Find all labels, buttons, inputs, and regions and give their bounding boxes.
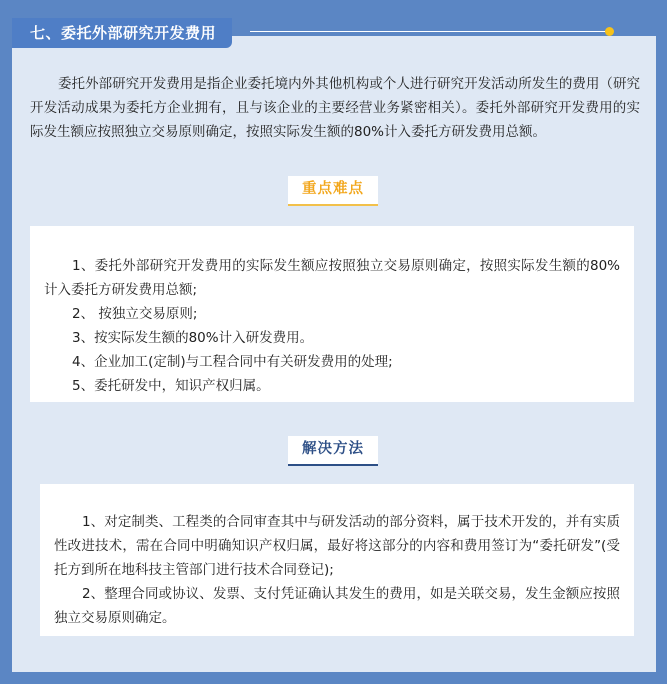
key-point-item: 2、 按独立交易原则;: [72, 306, 198, 322]
key-points-card: [30, 226, 634, 402]
key-points-heading: 重点难点: [288, 176, 378, 206]
key-point-item: 3、按实际发生额的80%计入研发费用。: [72, 330, 314, 346]
title-accent-dot: [605, 27, 614, 36]
solution-item: 2、整理合同或协议、发票、支付凭证确认其发生的费用，如是关联交易，发生金额应按照独立交易原则确定。: [54, 586, 620, 626]
key-point-item: 4、企业加工(定制)与工程合同中有关研发费用的处理;: [72, 354, 393, 370]
section-title: 七、委托外部研究开发费用: [12, 18, 232, 48]
key-point-item: 1、委托外部研究开发费用的实际发生额应按照独立交易原则确定，按照实际发生额的80%计入委托方研发费用总额;: [44, 258, 620, 298]
solutions-heading: 解决方法: [288, 436, 378, 466]
solutions-card: [40, 484, 634, 636]
key-point-item: 5、委托研发中，知识产权归属。: [72, 378, 270, 394]
solution-item: 1、对定制类、工程类的合同审查其中与研发活动的部分资料，属于技术开发的，并有实质性改进技术，需在合同中明确知识产权归属，最好将这部分的内容和费用签订为“委托研发”(受托方到所在地科技主管部门进行技术合同登记);: [54, 514, 620, 578]
intro-paragraph: 委托外部研究开发费用是指企业委托境内外其他机构或个人进行研究开发活动所发生的费用（研究开发活动成果为委托方企业拥有，且与该企业的主要经营业务紧密相关）。委托外部研究开发费用的实际发生额应按照独立交易原则确定，按照实际发生额的80%计入委托方研发费用总额。: [30, 76, 640, 140]
title-divider: [250, 31, 606, 32]
